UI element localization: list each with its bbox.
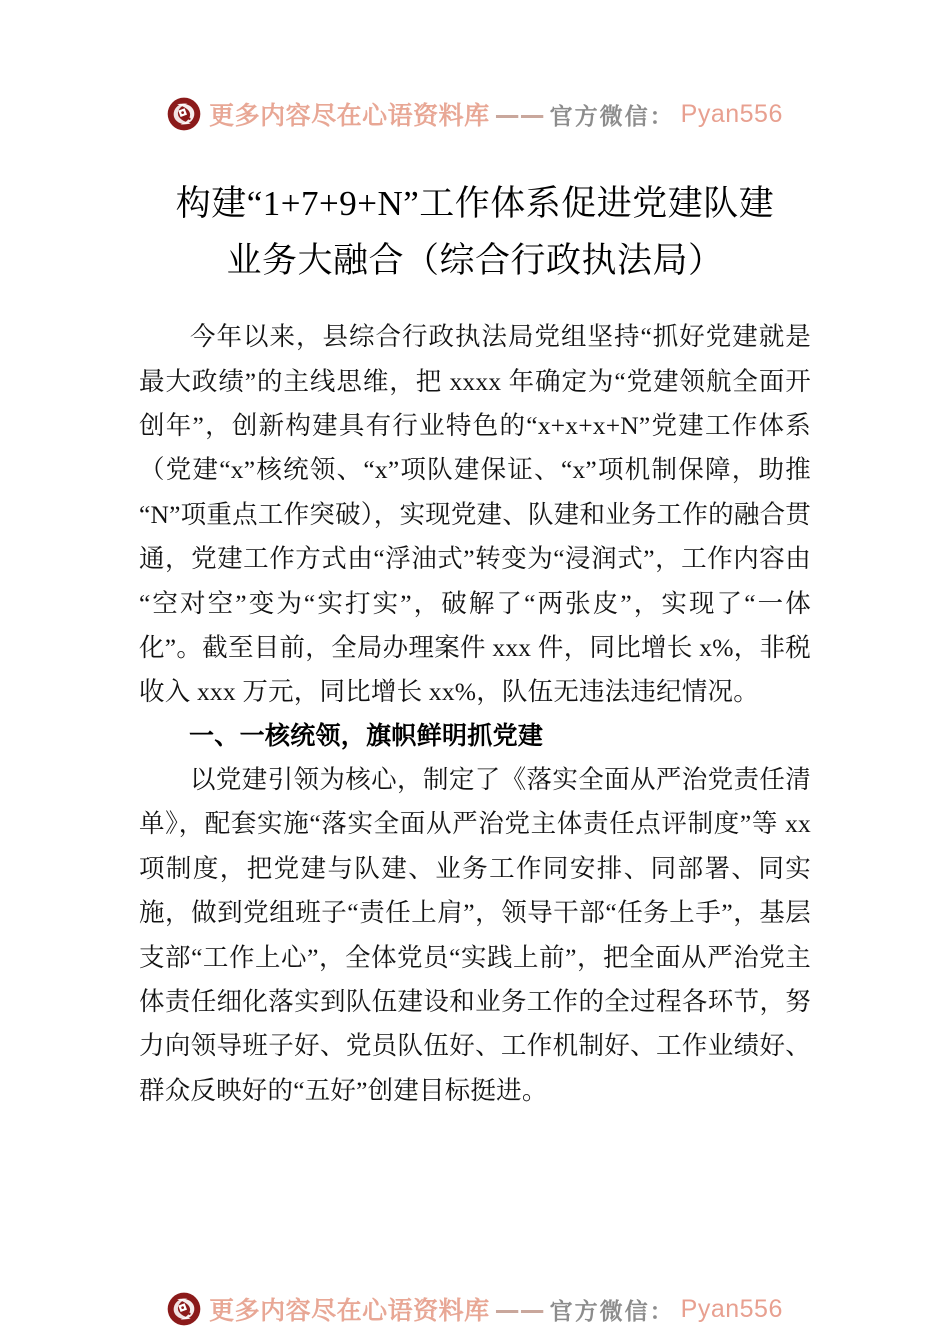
watermark-footer bbox=[0, 1291, 950, 1327]
watermark-header bbox=[0, 96, 950, 132]
watermark-dash: —— bbox=[494, 99, 545, 129]
intro-paragraph: 今年以来，县综合行政执法局党组坚持“抓好党建就是最大政绩”的主线思维，把 xxxx 年确定为“党建领航全面开创年”，创新构建具有行业特色的“x+x+x+N”党建工作体系（党建“x”核统领、“x”项队建保证、“x”项机制保障，助推“N”项重点工作突破），实现党建、队建和业务工作的融合贯通，党建工作方式由“浮油式”转变为“浸润式”，工作内容由“空对空”变为“实打实”，破解了“两张皮”，实现了“一体化”。截至目前，全局办理案件 xxx 件，同比增长 x%，非税收入 xxx 万元，同比增长 xx%，队伍无违法违纪情况。 bbox=[139, 322, 811, 707]
section-1-paragraph: 以党建引领为核心，制定了《落实全面从严治党责任清单》，配套实施“落实全面从严治党主体责任点评制度”等 xx 项制度，把党建与队建、业务工作同安排、同部署、同实施，做到党组班子“责任上肩”，领导干部“任务上手”，基层支部“工作上心”，全体党员“实践上前”，把全面从严治党主体责任细化落实到队伍建设和业务工作的全过程各环节，努力向领导班子好、党员队伍好、工作机制好、工作业绩好、群众反映好的“五好”创建目标挺进。 bbox=[139, 765, 811, 1105]
page-title-line-1: 构建“1+7+9+N”工作体系促进党建队建 bbox=[175, 184, 775, 223]
watermark-main-text: 更多内容尽在心语资料库 bbox=[209, 1296, 490, 1325]
page-title-line-2: 业务大融合（综合行政执法局） bbox=[226, 240, 724, 280]
watermark-dash: —— bbox=[494, 1294, 545, 1324]
watermark-wechat-label: 官方微信： bbox=[549, 1297, 675, 1325]
page-title bbox=[139, 176, 811, 289]
watermark-wechat-label: 官方微信： bbox=[549, 102, 675, 130]
section-heading-1: 一、一核统领，旗帜鲜明抓党建 bbox=[189, 721, 544, 750]
watermark-wechat-id: Pyan556 bbox=[680, 1294, 783, 1323]
watermark-wechat-id: Pyan556 bbox=[680, 99, 783, 128]
watermark-main-text: 更多内容尽在心语资料库 bbox=[209, 101, 490, 130]
document-body bbox=[139, 176, 811, 1113]
circle-swirl-logo-icon bbox=[167, 97, 201, 131]
circle-swirl-logo-icon bbox=[167, 1292, 201, 1326]
